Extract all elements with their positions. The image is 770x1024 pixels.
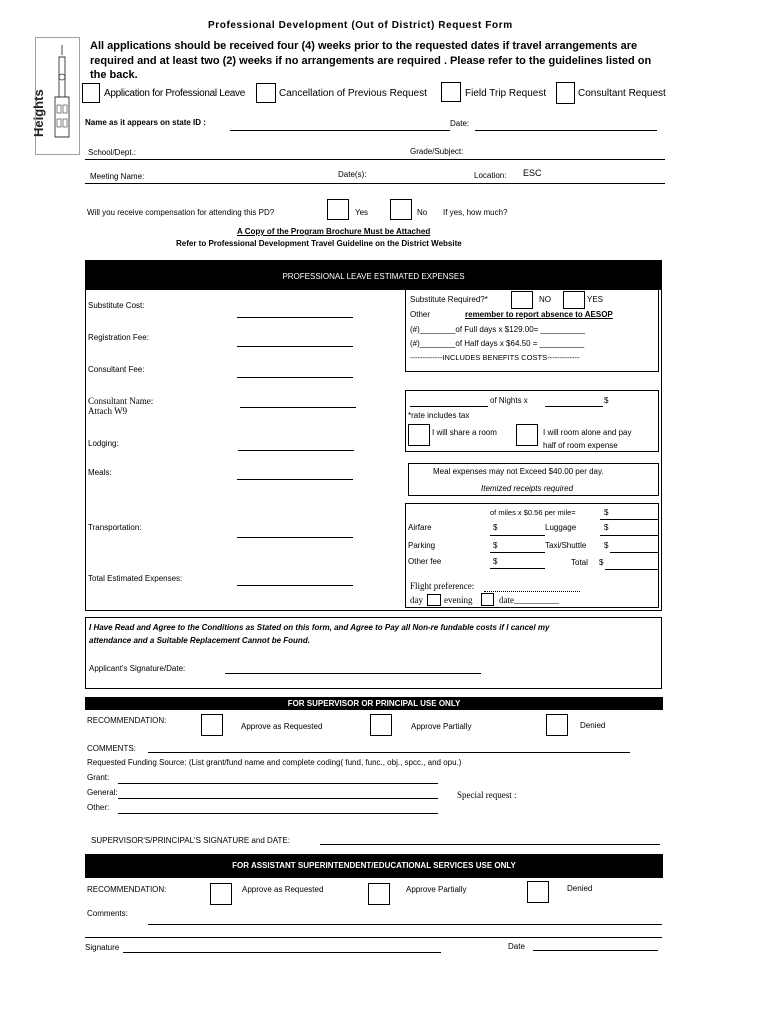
total-dollar: $ [599,558,604,567]
day-label: day [410,595,423,605]
checkbox-sub-yes[interactable] [563,291,585,309]
brochure-note: A Copy of the Program Brochure Must be Attached [237,227,431,236]
checkbox-consultant[interactable] [556,82,575,104]
transportation-label: Transportation: [88,523,142,532]
label-comp-no: No [417,208,428,217]
general-field[interactable] [118,798,438,799]
school-label: School/Dept.: [88,148,137,157]
meal-limit-note: Meal expenses may not Exceed $40.00 per day. [433,467,604,476]
transportation-field[interactable] [237,537,353,538]
label-supervisor-approve: Approve as Requested [241,722,323,731]
intro-line-2: required and at least two (2) weeks if no arrangements are required . Please refer to the guidelines listed on [90,55,652,67]
consultant-name-field[interactable] [240,407,356,408]
supervisor-comments-field[interactable] [148,752,630,753]
checkbox-sub-no[interactable] [511,291,533,309]
taxi-field[interactable] [610,552,658,553]
airfare-dollar: $ [493,523,498,532]
assistant-header: FOR ASSISTANT SUPERINTENDENT/EDUCATIONAL SERVICES USE ONLY [85,854,663,878]
luggage-label: Luggage [545,523,577,532]
flight-date-field[interactable]: date__________ [499,595,559,605]
supervisor-header: FOR SUPERVISOR OR PRINCIPAL USE ONLY [85,697,663,710]
assistant-comments-field-2[interactable] [85,937,662,938]
consultant-fee-field[interactable] [237,377,353,378]
other-fee-label: Other fee [408,557,442,566]
substitute-cost-label: Substitute Cost: [88,301,145,310]
location-value[interactable]: ESC [523,168,542,178]
miles-dollar: $ [604,508,609,517]
label-share-room: I will share a room [432,428,497,437]
half-days-line[interactable]: (#)________of Half days x $64.50 = __________ [410,339,585,348]
logo-wordmark: Heights [31,89,46,137]
total-expenses-label: Total Estimated Expenses: [88,574,183,583]
aesop-reminder: remember to report absence to AESOP [465,310,613,319]
checkbox-supervisor-denied[interactable] [546,714,568,736]
meals-field[interactable] [237,479,353,480]
miles-field[interactable] [600,519,658,520]
checkbox-comp-yes[interactable] [327,199,349,220]
name-label: Name as it appears on state ID : [85,118,206,127]
benefits-note: -------------INCLUDES BENEFITS COSTS------------- [410,353,580,362]
label-room-alone-2: half of room expense [543,441,618,450]
expenses-header: PROFESSIONAL LEAVE ESTIMATED EXPENSES [85,260,662,290]
dates-label: Date(s): [338,170,367,179]
substitute-cost-field[interactable] [237,317,353,318]
assistant-date-field[interactable] [533,950,658,951]
meeting-label: Meeting Name: [90,172,145,181]
parking-field[interactable] [490,552,545,553]
other-funding-field[interactable] [118,813,438,814]
intro-line-3: the back. [90,69,138,81]
label-sub-yes: YES [587,295,604,304]
assistant-comments-field[interactable] [148,924,662,925]
checkbox-room-alone[interactable] [516,424,538,446]
supervisor-signature-label: SUPERVISOR'S/PRINCIPAL'S SIGNATURE and DATE: [91,836,290,845]
lodging-label: Lodging: [88,439,119,448]
consultant-name-label: Consultant Name: [88,396,154,406]
label-consultant: Consultant Request [578,88,666,99]
checkbox-supervisor-approve[interactable] [201,714,223,736]
intro-line-1: All applications should be received four (4) weeks prior to the requested dates if travel arrangements are [90,40,638,52]
checkbox-assistant-approve[interactable] [210,883,232,905]
assistant-date-label: Date [508,942,525,951]
label-supervisor-denied: Denied [580,721,606,730]
nights-label: of Nights x [490,396,528,405]
applicant-signature-label: Applicant's Signature/Date: [89,664,186,673]
checkbox-share-room[interactable] [408,424,430,446]
flight-pref-field[interactable] [484,591,580,592]
total-field[interactable] [605,569,658,570]
supervisor-comments-label: COMMENTS: [87,744,136,753]
label-room-alone-1: I will room alone and pay [543,428,632,437]
assistant-signature-label: Signature [85,943,120,952]
airfare-label: Airfare [408,523,432,532]
nights-cost-field[interactable] [545,406,603,407]
supervisor-signature-field[interactable] [320,844,660,845]
agreement-text-2: attendance and a Suitable Replacement Cannot be Found. [89,636,310,645]
flight-pref-label: Flight preference: [410,581,475,591]
registration-fee-label: Registration Fee: [88,333,149,342]
meeting-line[interactable] [85,183,665,184]
checkbox-professional-leave[interactable] [82,83,100,103]
checkbox-field-trip[interactable] [441,82,461,102]
other-funding-label: Other: [87,803,110,812]
checkbox-evening[interactable] [481,593,494,606]
label-supervisor-partial: Approve Partially [411,722,472,731]
location-label: Location: [474,171,507,180]
luggage-field[interactable] [600,535,658,536]
name-field[interactable] [230,130,450,131]
checkbox-supervisor-partial[interactable] [370,714,392,736]
school-grade-line[interactable] [85,159,665,160]
evening-label: evening [444,595,473,605]
total-label: Total [571,558,588,567]
supervisor-recommendation-label: RECOMMENDATION: [87,716,167,725]
registration-fee-field[interactable] [237,346,353,347]
assistant-recommendation-label: RECOMMENDATION: [87,885,167,894]
grant-field[interactable] [118,783,438,784]
other-fee-dollar: $ [493,557,498,566]
form-title: Professional Development (Out of District) Request Form [208,20,513,31]
date-label: Date: [450,119,470,128]
consultant-fee-label: Consultant Fee: [88,365,145,374]
special-request-label: Special request : [457,790,517,800]
checkbox-day[interactable] [427,594,441,606]
attach-w9-label: Attach W9 [88,406,128,416]
luggage-dollar: $ [604,523,609,532]
grade-label: Grade/Subject: [410,147,464,156]
general-label: General: [87,788,118,797]
taxi-label: Taxi/Shuttle [545,541,587,550]
grant-label: Grant: [87,773,110,782]
how-much-label: If yes, how much? [443,208,508,217]
label-sub-no: NO [539,295,551,304]
label-professional-leave: Application for Professional Leave [104,88,246,99]
agreement-text-1: I Have Read and Agree to the Conditions as Stated on this form, and Agree to Pay all Non-re fundable costs if I cancel my [89,623,550,632]
assistant-comments-label: Comments: [87,909,128,918]
district-logo [31,37,80,155]
checkbox-comp-no[interactable] [390,199,412,220]
funding-source-label: Requested Funding Source: (List grant/fund name and complete coding( fund, func., obj., spcc., and opu.) [87,758,462,767]
full-days-line[interactable]: (#)________of Full days x $129.00= __________ [410,325,586,334]
checkbox-cancellation[interactable] [256,83,276,103]
rate-tax-note: *rate includes tax [408,411,470,420]
compensation-question: Will you receive compensation for attending this PD? [87,208,275,217]
other-fee-field[interactable] [490,568,545,569]
date-field[interactable] [475,130,657,131]
miles-label: of miles x $0.56 per mile= [490,508,576,517]
itemized-note: Itemized receipts required [481,484,574,493]
checkbox-assistant-denied[interactable] [527,881,549,903]
meals-label: Meals: [88,468,112,477]
label-cancellation: Cancellation of Previous Request [279,88,427,99]
guideline-note: Refer to Professional Development Travel Guideline on the District Website [176,239,462,248]
checkbox-assistant-partial[interactable] [368,883,390,905]
total-expenses-field[interactable] [237,585,353,586]
taxi-dollar: $ [604,541,609,550]
other-label: Other [410,310,431,319]
airfare-field[interactable] [490,535,545,536]
nights-dollar: $ [604,396,609,405]
lodging-field[interactable] [238,450,354,451]
label-field-trip: Field Trip Request [465,88,547,99]
label-assistant-partial: Approve Partially [406,885,467,894]
substitute-required-label: Substitute Required?* [410,295,488,304]
label-comp-yes: Yes [355,208,369,217]
assistant-signature-field[interactable] [123,952,441,953]
parking-label: Parking [408,541,436,550]
applicant-signature-field[interactable] [225,673,481,674]
nights-field[interactable] [410,406,488,407]
parking-dollar: $ [493,541,498,550]
label-assistant-approve: Approve as Requested [242,885,324,894]
label-assistant-denied: Denied [567,884,593,893]
